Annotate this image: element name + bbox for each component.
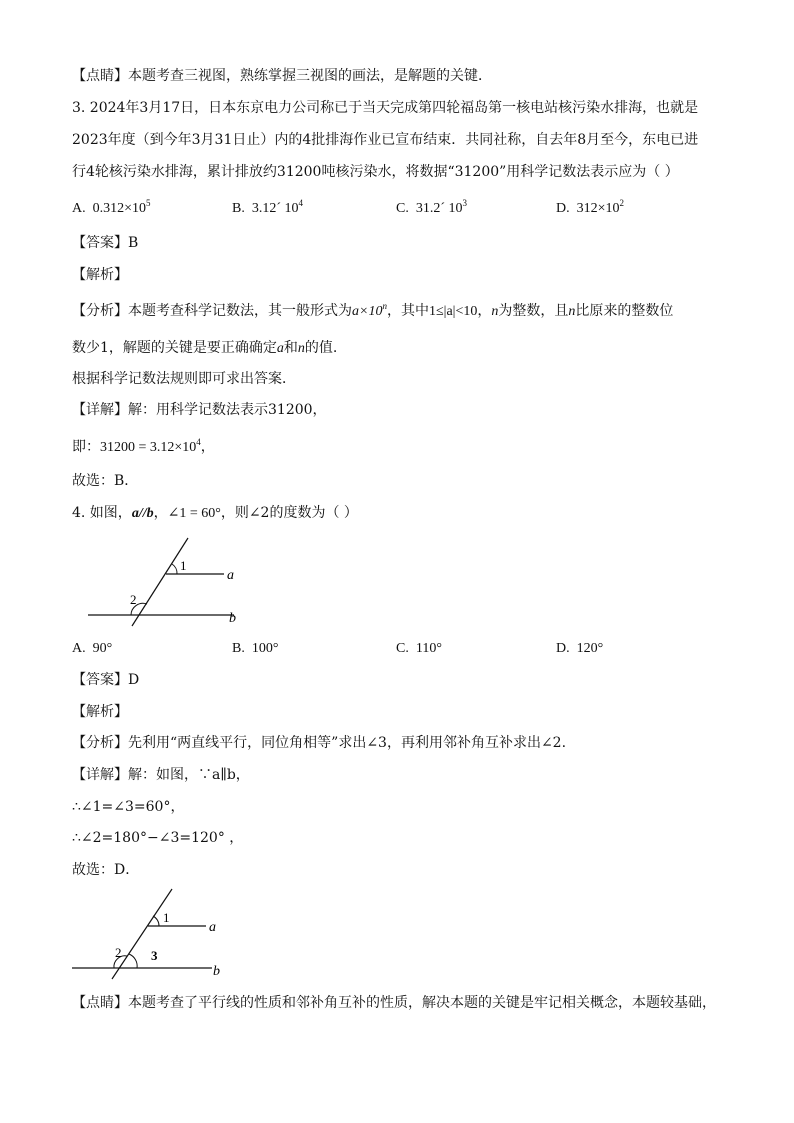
angle-1-label: 1 xyxy=(180,558,187,573)
line-a-label: a xyxy=(227,568,234,583)
q4-dianjing: 【点睛】本题考查了平行线的性质和邻补角互补的性质，解决本题的关键是牢记相关概念，本题较基础， xyxy=(72,995,716,1011)
q3-option-a: A. $0.312\times 10^5$ xyxy=(72,198,151,216)
answer-tag: 【答案】 xyxy=(72,235,128,251)
q4-guxuan: 故选：D． xyxy=(72,862,140,878)
dianjing-tag: 【点睛】 xyxy=(72,68,128,84)
formula-31200: $31200 = 3.12\times 10^4$ xyxy=(100,437,201,455)
dianjing-text: 本题考查三视图，熟练掌握三视图的画法，是解题的关键． xyxy=(128,68,492,84)
q3-answer xyxy=(72,233,138,253)
angle-3-label: 3 xyxy=(151,948,158,963)
fenxi-tag: 【分析】 xyxy=(72,303,128,319)
q4-fenxi: 【分析】先利用“两直线平行，同位角相等”求出∠3，再利用邻补角互补求出∠2. xyxy=(72,735,567,751)
angle-1-given: ∠1 = 60° xyxy=(167,506,221,521)
angle-1-arc xyxy=(172,564,177,574)
q3-stem-line-3: 行4轮核污染水排海，累计排放约31200吨核污染水，将数据“31200”用科学记数法表示应为（ ） xyxy=(72,164,679,180)
q4-option-b: B. 100° xyxy=(232,641,279,656)
angle-3-arc xyxy=(129,954,137,968)
q3-analysis-tag: 【解析】 xyxy=(72,267,128,283)
answer-value: D xyxy=(128,672,140,688)
angle-2-label: 2 xyxy=(115,945,122,960)
q3-fenxi-line-2: 数少1，解题的关键是要正确确定a和n的值. xyxy=(72,340,338,356)
dianjing-tag: 【点睛】 xyxy=(72,995,128,1011)
line-b-label: b xyxy=(213,964,220,979)
q4-answer xyxy=(72,670,139,690)
q3-option-b: B. 3.12´ $10^4$ xyxy=(232,198,304,216)
formula-a-times-10n: $a\times 10^n$ xyxy=(352,301,387,319)
angle-1-arc xyxy=(153,916,159,926)
q4-step-2: ∴∠2=180°−∠3=120° ， xyxy=(72,830,244,846)
angle-1-label: 1 xyxy=(163,910,170,925)
q3-fenxi-line-1: 【分析】本题考查科学记数法，其一般形式为$a\times 10^n$，其中1≤|a|<10，n为整数，且n比原来的整数位 xyxy=(72,301,674,319)
q4-figure xyxy=(84,534,254,630)
formula-range: 1≤|a|<10 xyxy=(428,304,478,319)
xiangjie-tag: 【详解】 xyxy=(72,767,128,783)
q4-option-d: D. 120° xyxy=(556,641,604,656)
q4-option-c: C. 110° xyxy=(396,641,442,656)
q4-analysis-tag: 【解析】 xyxy=(72,704,128,720)
q4-option-a: A. 90° xyxy=(72,641,113,656)
q4-solution-figure xyxy=(70,885,240,981)
q3-guxuan: 故选：B． xyxy=(72,473,139,489)
q4-xiangjie: 【详解】解：如图，∵a∥b， xyxy=(72,767,250,783)
q3-xiangjie: 【详解】解：用科学记数法表示31200， xyxy=(72,402,327,418)
xiangjie-tag: 【详解】 xyxy=(72,402,128,418)
q4-step-1: ∴∠1=∠3=60°， xyxy=(72,799,185,815)
line-b-label: b xyxy=(229,611,236,626)
q3-stem-line-2: 2023年度（到今年3月31日止）内的4批排海作业已宣布结束．共同社称，自去年8月至今，东电已进 xyxy=(72,132,699,148)
q3-option-c: C. 31.2´ $10^3$ xyxy=(396,198,468,216)
transversal xyxy=(132,538,188,626)
line-a-label: a xyxy=(209,920,216,935)
q3-fenxi-line-3: 根据科学记数法规则即可求出答案． xyxy=(72,371,296,387)
dianjing-note-1 xyxy=(72,66,492,86)
q3-option-d: D. $312\times 10^2$ xyxy=(556,198,625,216)
transversal xyxy=(112,889,172,979)
angle-2-label: 2 xyxy=(130,592,137,607)
a-parallel-b: a//b xyxy=(131,506,154,521)
answer-tag: 【答案】 xyxy=(72,672,128,688)
q3-ji-line: 即：$31200 = 3.12\times 10^4$， xyxy=(72,437,215,455)
fenxi-tag: 【分析】 xyxy=(72,735,128,751)
answer-value: B xyxy=(128,235,139,251)
q3-stem-line-1: 3. 2024年3月17日，日本东京电力公司称已于当天完成第四轮福岛第一核电站核污染水排海，也就是 xyxy=(72,100,699,116)
q4-stem: 4. 如图，a//b，∠1 = 60°，则∠2的度数为（ ） xyxy=(72,505,358,521)
